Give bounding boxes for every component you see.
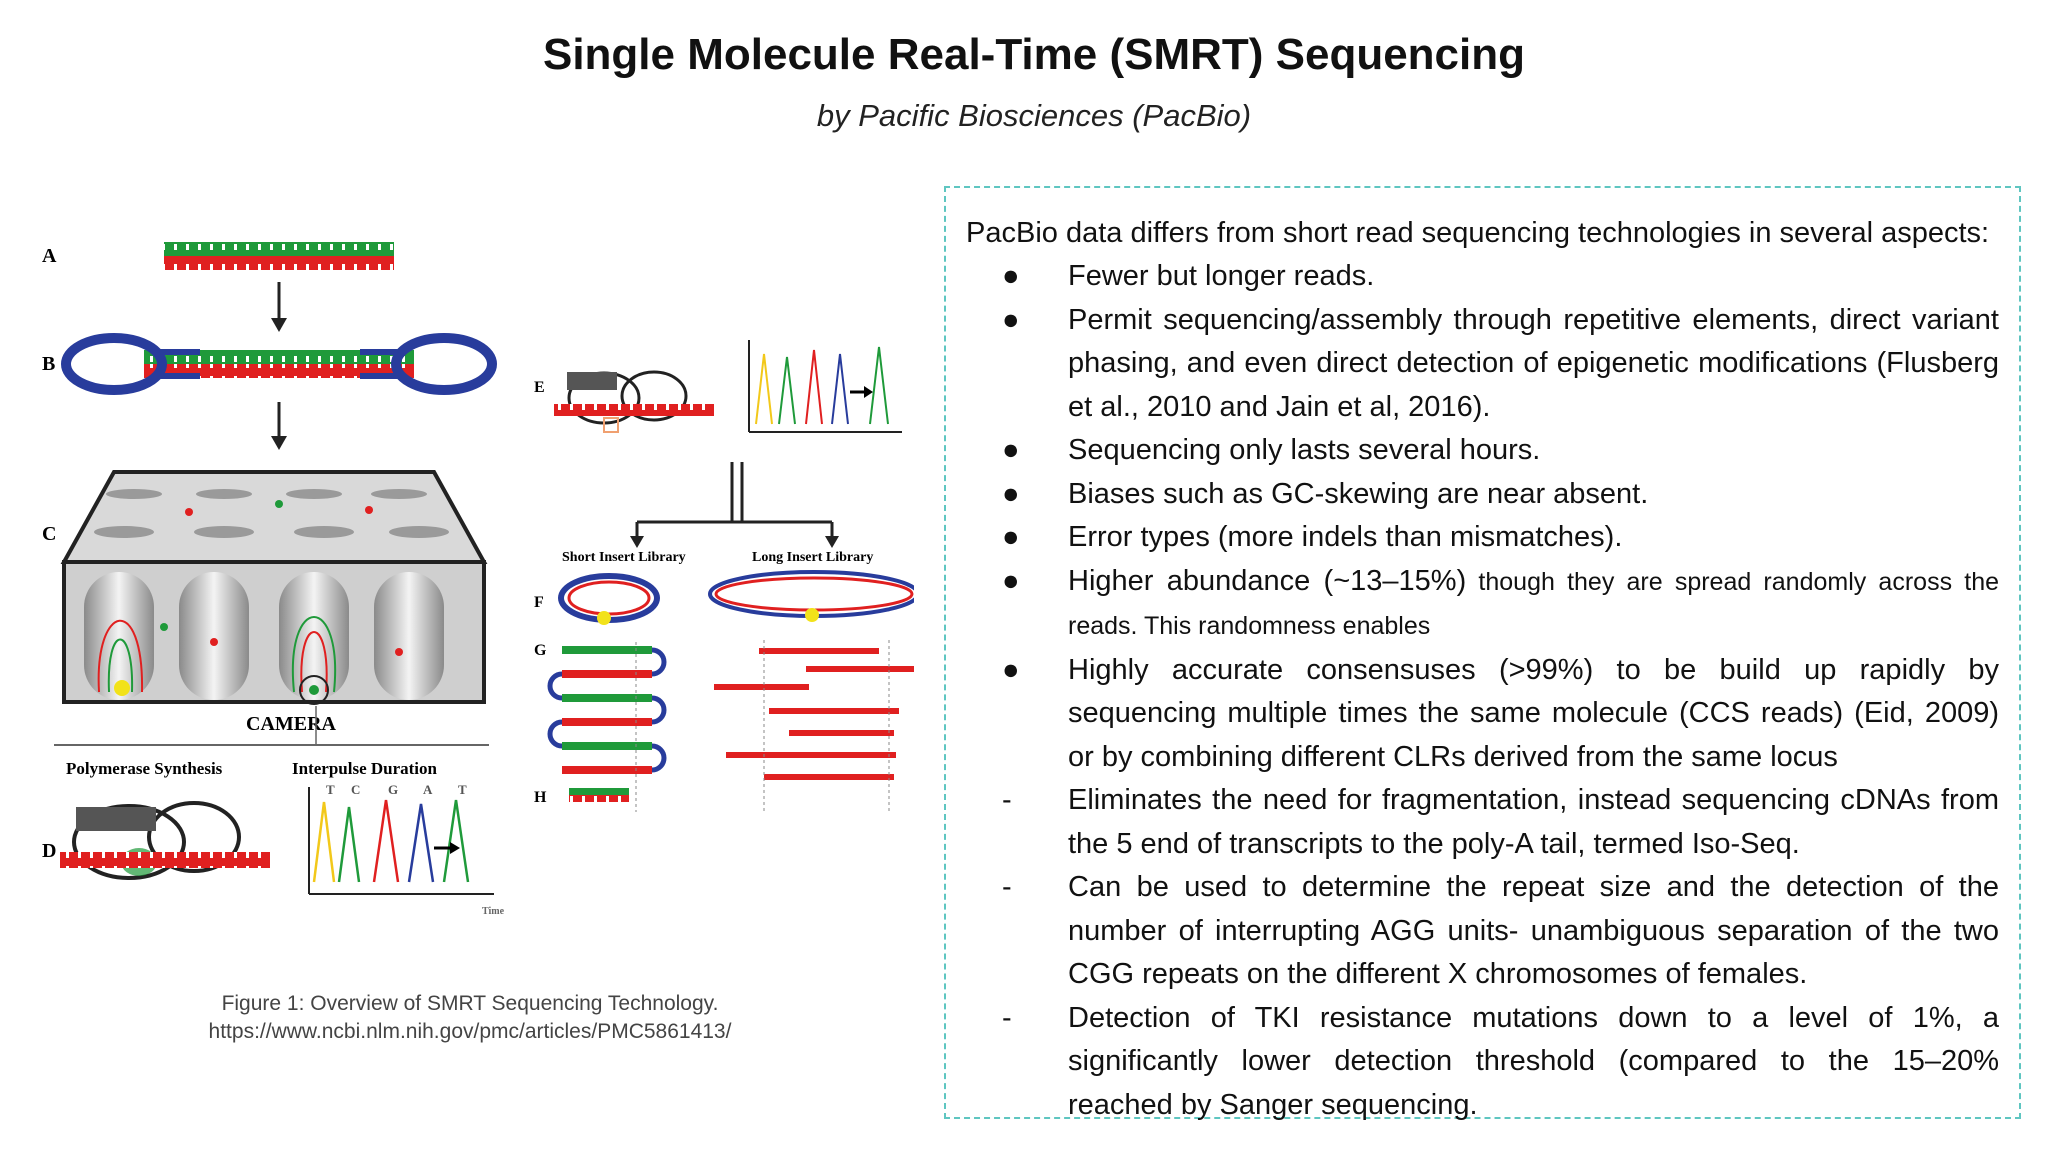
list-item [966,516,1999,560]
list-item-text: Sequencing only lasts several hours. [1068,434,1541,466]
bullet-marker: ● [1002,653,1020,686]
list-item [966,997,1999,1128]
label-b: B [42,353,56,375]
zmw-chip [64,472,484,704]
dash-marker: - [1002,871,1012,903]
list-item [966,473,1999,517]
base-t: T [326,782,335,797]
page-subtitle: by Pacific Biosciences (PacBio) [816,98,1252,133]
list-item-text: Higher abundance (~13–15%) [1068,564,1467,597]
consensus-h [569,788,629,802]
dash-marker: - [1002,784,1012,816]
page-title: Single Molecule Real-Time (SMRT) Sequencing [542,30,1525,79]
list-item-text: Permit sequencing/assembly through repetitive elements, direct variant phasing, and even direct detection of epigenetic modifications (Flusberg et al., 2010 and Jain et al, 2016). [1068,303,1999,423]
label-c: C [42,523,57,545]
list-item [966,779,1999,866]
label-a: A [42,245,57,267]
trace-plot-d [309,787,494,894]
list-item-text: Highly accurate consensuses (>99%) to be build up rapidly by sequencing multiple times the same molecule (CCS reads) (Eid, 2009) or by combining different CLRs derived from the same locus [1068,653,1999,773]
long-library-label: Long Insert Library [752,550,874,565]
dna-duplex-a [164,242,394,270]
list-item-text: Detection of TKI resistance mutations down to a level of 1%, a significantly lower detection threshold (compared to the 15–20% reached by Sanger sequencing. [1068,1001,1999,1121]
list-item [966,649,1999,780]
camera-label: CAMERA [246,713,336,735]
dash-marker: - [1002,1001,1012,1034]
label-d: D [42,840,57,862]
list-item [966,560,1999,649]
list-item [966,429,1999,473]
base-a: A [423,782,433,797]
bullet-marker: ● [1002,477,1020,510]
list-item [966,255,1999,299]
trace-plot-e [749,340,902,432]
bullet-marker: ● [1002,434,1020,466]
base-t2: T [458,782,467,797]
short-library-label: Short Insert Library [562,550,686,565]
list-item-text: Can be used to determine the repeat size and the detection of the number of interrupting AGG units- unambiguous separation of the two CGG repeats on the different X chromosomes of females. [1068,871,1999,990]
list-item-text: Biases such as GC-skewing are near absent. [1068,477,1649,510]
list-item-text: Fewer but longer reads. [1068,260,1375,292]
branch-arrows [630,462,839,548]
label-f: F [534,594,544,611]
arrow-down-icon [271,402,287,450]
polymerase-label: Polymerase Synthesis [66,759,223,778]
smrtbell-template [66,338,492,390]
list-item-text: Eliminates the need for fragmentation, instead sequencing cDNAs from the 5 end of transcripts to the poly-A tail, termed Iso-Seq. [1068,784,1999,860]
polymerase-diagram-d [60,803,270,878]
bullet-marker: ● [1002,564,1020,597]
time-label: Time [482,906,505,917]
bullet-marker: ● [1002,303,1020,336]
list-item [966,299,1999,430]
figure-caption [170,990,770,1046]
points-list [966,255,1999,1127]
list-item [966,866,1999,997]
base-g: G [388,782,399,797]
label-h: H [534,789,547,806]
polymerase-diagram-e [554,372,714,432]
caption-line-1: Figure 1: Overview of SMRT Sequencing Technology. [221,992,719,1015]
clr-reads [714,640,914,812]
label-g: G [534,642,547,659]
info-panel [944,186,2021,1119]
bullet-marker: ● [1002,521,1020,553]
label-e: E [534,379,545,396]
interpulse-label: Interpulse Duration [292,759,437,778]
smrt-figure [14,222,914,942]
ccs-reads [550,642,664,812]
arrow-down-icon [271,282,287,332]
list-item-small-text: though they are spread randomly across the reads. This randomness enables [1068,567,2000,640]
base-c: C [351,782,361,797]
long-insert-circle [710,572,914,622]
panel-intro: PacBio data differs from short read sequencing technologies in several aspects: [966,217,1990,249]
short-insert-circle [561,576,657,625]
list-item-text: Error types (more indels than mismatches). [1068,521,1623,553]
bullet-marker: ● [1002,260,1020,292]
caption-url: https://www.ncbi.nlm.nih.gov/pmc/articles/PMC5861413/ [208,1020,732,1043]
